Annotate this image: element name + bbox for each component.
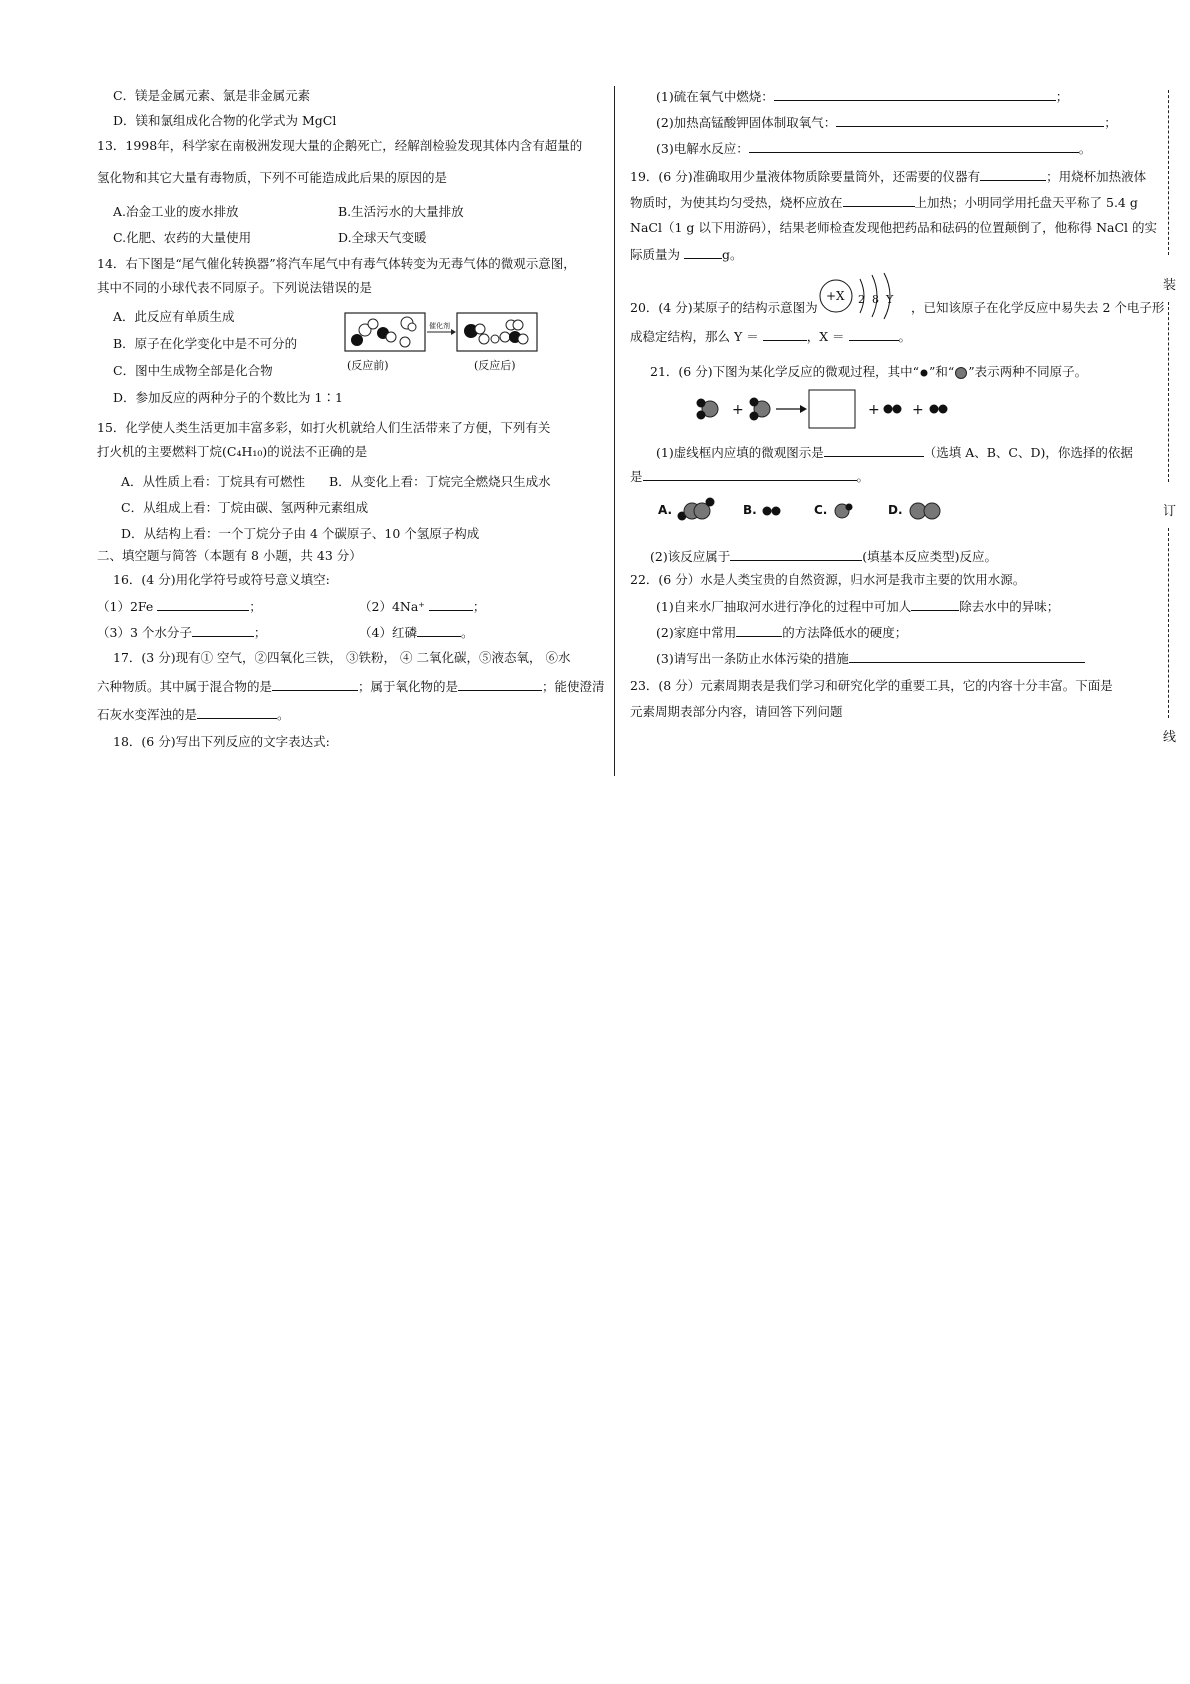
- q22-stem: 22．(6 分）水是人类宝贵的自然资源，归水河是我市主要的饮用水源。: [630, 572, 1026, 587]
- q19-line1: [630, 168, 1146, 185]
- q18-part2: [656, 114, 1117, 131]
- q17-stem-line3: [97, 706, 290, 723]
- q13-option-d: D.全球天气变暖: [338, 230, 427, 245]
- q21-reason-blank[interactable]: [643, 468, 857, 481]
- q23-line1: 23．(8 分）元素周期表是我们学习和研究化学的重要工具，它的内容十分丰富。下面是: [630, 678, 1113, 693]
- q16-part4-blank[interactable]: [417, 624, 461, 637]
- binding-line-1: [1168, 90, 1169, 255]
- q22-part2: [656, 624, 907, 641]
- q21-option-a-label: A.: [658, 503, 673, 517]
- q16-part3-blank[interactable]: [192, 624, 254, 637]
- q14-option-d: D．参加反应的两种分子的个数比为 1∶1: [113, 390, 343, 405]
- q15-option-d: D．从结构上看：一个丁烷分子由 4 个碳原子、10 个氢原子构成: [121, 526, 480, 541]
- binding-line-3: [1168, 528, 1169, 718]
- q17-mixture-blank[interactable]: [272, 678, 358, 691]
- q20-line1-start: 20．(4 分)某原子的结构示意图为: [630, 300, 818, 315]
- q13-option-c: C.化肥、农药的大量使用: [113, 230, 252, 245]
- q17-limewater-blank[interactable]: [197, 706, 277, 719]
- q18-part1: [656, 88, 1068, 105]
- q15-stem-line2: 打火机的主要燃料丁烷(C₄H₁₀)的说法不正确的是: [97, 444, 368, 459]
- q14-option-b: B．原子在化学变化中是不可分的: [113, 336, 298, 351]
- q22-part3: [656, 650, 1085, 667]
- q22-part2-prompt: (2)家庭中常用: [656, 625, 737, 640]
- q12-option-d: D．镁和氯组成化合物的化学式为 MgCl: [113, 113, 337, 128]
- q21-plus-3: +: [912, 402, 924, 418]
- q19-instrument-blank[interactable]: [980, 168, 1046, 181]
- q22-part2-blank[interactable]: [736, 624, 782, 637]
- q16-part3-label: （3）3 个水分子: [97, 625, 192, 640]
- q17-stem-line2: [97, 678, 605, 695]
- q16-part1-label: （1）2Fe: [97, 599, 154, 614]
- q16-stem: 16．(4 分)用化学符号或符号意义填空:: [113, 572, 330, 587]
- q20-shell2-count: 8: [872, 293, 879, 306]
- q21-part1-choice-blank[interactable]: [824, 444, 924, 457]
- small-atom-legend-icon: [919, 368, 929, 378]
- q21-part2-prompt-tail: (填基本反应类型)反应。: [862, 549, 997, 564]
- q19-mass-blank[interactable]: [684, 246, 722, 259]
- q15-stem-line1: 15．化学使人类生活更加丰富多彩，如打火机就给人们生活带来了方便，下列有关: [97, 420, 551, 435]
- q14-before-caption: (反应前): [347, 359, 389, 372]
- q21-part2: [650, 548, 997, 565]
- q16-part1: [97, 598, 262, 615]
- q20-shell1-count: 2: [858, 293, 865, 306]
- q19-line4: [630, 246, 743, 263]
- q21-stem-and: ”和“: [928, 364, 955, 379]
- q13-stem-line1: 13．1998年，科学家在南极洲发现大量的企鹅死亡，经解剖检验发现其体内含有超量的: [97, 138, 583, 153]
- q22-part3-prompt: (3)请写出一条防止水体污染的措施: [656, 651, 849, 666]
- q21-option-c-label: C.: [814, 503, 828, 517]
- q20-y-prompt: 成稳定结构，那么 Y ＝: [630, 329, 759, 344]
- q21-part1-prompt: (1)虚线框内应填的微观图示是: [656, 445, 824, 460]
- binding-char-top: 装: [1163, 278, 1177, 293]
- q16-part2-semicolon: ；: [472, 599, 486, 614]
- q20-x-prompt: ，X ＝: [806, 329, 845, 344]
- column-divider: [614, 86, 615, 776]
- q21-stem-start: 21．(6 分)下图为某化学反应的微观过程，其中“: [650, 364, 919, 379]
- q21-part1-line2: [630, 468, 869, 485]
- q19-heating-prompt: ；用烧杯加热液体: [1046, 169, 1147, 184]
- q16-part4-label: （4）红磷: [359, 625, 417, 640]
- q21-reason-period: 。: [856, 469, 870, 484]
- q20-shell3-count: Y: [886, 293, 894, 306]
- q17-mixture-prompt: 六种物质。其中属于混合物的是: [97, 679, 273, 694]
- q19-line3: NaCl（1 g 以下用游码），结果老师检查发现他把药品和砝码的位置颠倒了，他称得 NaCl 的实: [630, 220, 1158, 235]
- q16-part2-blank[interactable]: [429, 598, 473, 611]
- q22-part2-prompt-tail: 的方法降低水的硬度；: [782, 625, 908, 640]
- q18-part2-blank[interactable]: [836, 114, 1104, 127]
- q20-nucleus-label: +X: [826, 289, 845, 303]
- q14-stem-line2: 其中不同的小球代表不同原子。下列说法错误的是: [97, 280, 373, 295]
- q21-reaction-type-blank[interactable]: [730, 548, 862, 561]
- q14-option-a: A．此反应有单质生成: [113, 309, 235, 324]
- q19-instrument-prompt: 19．(6 分)准确取用少量液体物质除要量筒外，还需要的仪器有: [630, 169, 981, 184]
- q22-part1-blank[interactable]: [911, 598, 959, 611]
- q21-option-d-label: D.: [888, 503, 903, 517]
- q18-part1-semicolon: ；: [1055, 89, 1069, 104]
- q14-after-caption: (反应后): [474, 359, 516, 372]
- q22-part1-prompt-tail: 除去水中的异味；: [959, 599, 1060, 614]
- q13-stem-line2: 氢化物和其它大量有毒物质，下列不可能造成此后果的原因的是: [97, 170, 448, 185]
- q23-line2: 元素周期表部分内容，请回答下列问题: [630, 704, 843, 719]
- q16-part2: [359, 598, 485, 615]
- q19-balance-prompt: 上加热；小明同学用托盘天平称了 5.4 g: [914, 195, 1138, 210]
- q18-part2-label: (2)加热高锰酸钾固体制取氧气：: [656, 115, 837, 130]
- q21-answer-options: [658, 496, 958, 526]
- q18-part3: [656, 140, 1091, 157]
- q15-option-c: C．从组成上看：丁烷由碳、氢两种元素组成: [121, 500, 369, 515]
- q14-catalyst-label: 催化剂: [429, 322, 450, 330]
- q21-option-b-label: B.: [743, 503, 757, 517]
- q16-part4-period: 。: [460, 625, 474, 640]
- q18-part3-period: 。: [1078, 141, 1092, 156]
- q18-part2-semicolon: ；: [1104, 115, 1117, 130]
- q16-part4: [359, 624, 473, 641]
- q13-option-a: A.冶金工业的废水排放: [113, 204, 239, 219]
- q13-option-b: B.生活污水的大量排放: [338, 204, 464, 219]
- section-2-heading: 二、填空题与简答（本题有 8 小题，共 43 分）: [97, 548, 362, 563]
- q16-part1-blank[interactable]: [157, 598, 249, 611]
- q19-mass-unit: g。: [722, 247, 743, 262]
- q21-stem: [650, 364, 1087, 380]
- q17-limewater-prompt-end: 石灰水变浑浊的是: [97, 707, 198, 722]
- q19-beaker-prompt: 物质时，为使其均匀受热，烧杯应放在: [630, 195, 843, 210]
- q22-part1-prompt: (1)自来水厂抽取河水进行净化的过程中可加人: [656, 599, 912, 614]
- q18-stem: 18．(6 分)写出下列反应的文字表达式:: [113, 734, 330, 749]
- q21-stem-end: ”表示两种不同原子。: [968, 364, 1088, 379]
- q17-stem-line1: 17．(3 分)现有① 空气，②四氧化三铁， ③铁粉， ④ 二氧化碳，⑤液态氧， ⑥水: [113, 650, 571, 665]
- q16-part2-label: （2）4Na⁺: [359, 599, 425, 614]
- binding-char-bottom: 线: [1163, 730, 1177, 745]
- q12-option-c: C．镁是金属元素、氯是非金属元素: [113, 88, 311, 103]
- q19-mass-prompt: 际质量为: [630, 247, 681, 262]
- q21-part1-prompt-tail: （选填 A、B、C、D)，你选择的依据: [923, 445, 1133, 460]
- q19-line2: [630, 194, 1138, 211]
- q17-oxide-prompt: ；属于氧化物的是: [358, 679, 459, 694]
- q20-line1-end: ，已知该原子在化学反应中易失去 2 个电子形: [911, 300, 1165, 315]
- q20-line2: [630, 328, 911, 345]
- q21-reason-prompt: 是: [630, 469, 643, 484]
- q18-part1-blank[interactable]: [774, 88, 1056, 101]
- q16-part3-semicolon: ；: [253, 625, 267, 640]
- binding-margin: [1160, 90, 1180, 770]
- q22-part3-blank[interactable]: [849, 650, 1085, 663]
- q20-x-blank[interactable]: [849, 328, 899, 341]
- q14-option-c: C．图中生成物全部是化合物: [113, 363, 273, 378]
- q15-option-b: B．从变化上看：丁烷完全燃烧只生成水: [329, 474, 551, 489]
- large-atom-legend-icon: [954, 367, 968, 379]
- q18-part1-label: (1)硫在氧气中燃烧：: [656, 89, 774, 104]
- q21-part1-line1: [656, 444, 1133, 461]
- q21-reaction-diagram: [690, 388, 970, 428]
- binding-line-2: [1168, 302, 1169, 482]
- q15-option-a: A．从性质上看：丁烷具有可燃性: [121, 474, 306, 489]
- q20-period: 。: [898, 329, 912, 344]
- q17-period: 。: [277, 707, 290, 722]
- q20-atom-structure-diagram: [820, 273, 910, 323]
- q16-part3: [97, 624, 266, 641]
- q22-part1: [656, 598, 1059, 615]
- q21-part2-prompt: (2)该反应属于: [650, 549, 731, 564]
- q19-beaker-blank[interactable]: [843, 194, 915, 207]
- q17-limewater-prompt: ；能使澄清: [542, 679, 605, 694]
- q17-oxide-blank[interactable]: [458, 678, 542, 691]
- q16-part1-semicolon: ；: [249, 599, 262, 614]
- q14-stem-line1: 14．右下图是“尾气催化转换器”将汽车尾气中有毒气体转变为无毒气体的微观示意图，: [97, 256, 576, 271]
- q18-part3-blank[interactable]: [749, 140, 1079, 153]
- q18-part3-label: (3)电解水反应：: [656, 141, 749, 156]
- q21-plus-1: +: [732, 402, 744, 418]
- q21-plus-2: +: [868, 402, 880, 418]
- q20-y-blank[interactable]: [763, 328, 807, 341]
- binding-char-middle: 订: [1163, 504, 1177, 519]
